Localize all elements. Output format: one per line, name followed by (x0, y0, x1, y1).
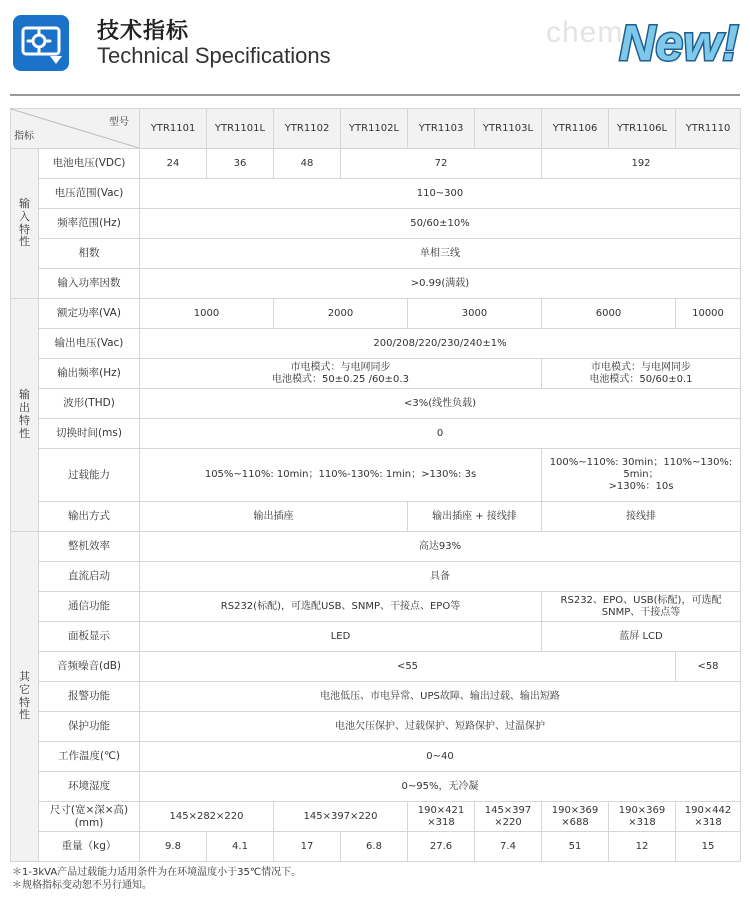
row-label: 音频噪音(dB) (39, 652, 140, 682)
table-cell: <55 (140, 652, 676, 682)
table-row (11, 742, 741, 772)
table-cell: 12 (609, 832, 676, 862)
row-label: 面板显示 (39, 622, 140, 652)
model-header: YTR1101L (207, 109, 274, 149)
footnote: ＊1-3kVA产品过载能力适用条件为在环境温度小于35℃情况下。 (12, 867, 302, 878)
table-row (11, 562, 741, 592)
table-row (11, 802, 741, 832)
table-row (11, 359, 741, 389)
row-label: 电池电压(VDC) (39, 149, 140, 179)
cell-line: 145×397 (484, 804, 532, 816)
model-header: YTR1103L (475, 109, 542, 149)
table-row (11, 329, 741, 359)
group-output-label: 输出特性 (19, 388, 30, 440)
table-cell: 1000 (140, 299, 274, 329)
row-label: 环境湿度 (39, 772, 140, 802)
cell-line: >130%：10s (608, 480, 674, 492)
table-cell: >0.99(满载) (140, 269, 741, 299)
table-cell: 145×397×220 (274, 802, 408, 832)
table-cell: 电池低压、市电异常、UPS故障、输出过载、输出短路 (140, 682, 741, 712)
table-cell: 15 (676, 832, 741, 862)
table-cell: 0~40 (140, 742, 741, 772)
table-cell: 27.6 (408, 832, 475, 862)
row-label: 通信功能 (39, 592, 140, 622)
cell-line: ×220 (494, 816, 522, 828)
table-row (11, 299, 741, 329)
model-header: YTR1110 (676, 109, 741, 149)
table-cell: 电池欠压保护、过载保护、短路保护、过温保护 (140, 712, 741, 742)
row-label-line: (mm) (74, 816, 104, 829)
table-cell (609, 802, 676, 832)
group-input-label: 输入特性 (19, 196, 30, 249)
table-row (11, 419, 741, 449)
table-cell: 24 (140, 149, 207, 179)
table-cell: 输出插座 + 接线排 (408, 502, 542, 532)
table-cell (676, 802, 741, 832)
table-cell: 50/60±10% (140, 209, 741, 239)
table-row (11, 449, 741, 502)
model-header: YTR1102L (341, 109, 408, 149)
table-cell: 具备 (140, 562, 741, 592)
table-cell: 蓝屏 LCD (542, 622, 741, 652)
cell-line: RS232、EPO、USB(标配)，可选配 (560, 594, 722, 606)
corner-model-label: 型号 (109, 117, 129, 128)
model-header: YTR1106 (542, 109, 609, 149)
table-header-row (11, 109, 741, 149)
table-row (11, 269, 741, 299)
group-other (11, 532, 39, 862)
new-badge (614, 8, 744, 74)
table-cell: 0 (140, 419, 741, 449)
cell-line: 市电模式：与电网同步 (290, 361, 391, 373)
table-cell (475, 802, 542, 832)
table-row (11, 832, 741, 862)
cell-line: ×318 (628, 816, 656, 828)
table-cell (542, 592, 741, 622)
table-cell: 2000 (274, 299, 408, 329)
corner-spec-label: 指标 (14, 131, 34, 143)
table-cell: 9.8 (140, 832, 207, 862)
table-cell: 7.4 (475, 832, 542, 862)
row-label: 过载能力 (39, 449, 140, 502)
row-label: 相数 (39, 239, 140, 269)
table-row (11, 712, 741, 742)
table-cell: 145×282×220 (140, 802, 274, 832)
row-label-line: 尺寸(宽×深×高) (49, 804, 129, 817)
table-row (11, 772, 741, 802)
table-row (11, 179, 741, 209)
table-cell: 4.1 (207, 832, 274, 862)
row-label: 保护功能 (39, 712, 140, 742)
table-cell: RS232(标配)，可选配USB、SNMP、干接点、EPO等 (140, 592, 542, 622)
table-cell: 0~95%，无冷凝 (140, 772, 741, 802)
row-label: 切换时间(ms) (39, 419, 140, 449)
table-row (11, 652, 741, 682)
table-row (11, 209, 741, 239)
table-cell (542, 449, 741, 502)
row-label (39, 802, 140, 832)
group-output (11, 299, 39, 532)
table-row (11, 239, 741, 269)
table-cell: 200/208/220/230/240±1% (140, 329, 741, 359)
table-cell: 10000 (676, 299, 741, 329)
group-input (11, 149, 39, 299)
row-label: 工作温度(℃) (39, 742, 140, 772)
model-header: YTR1102 (274, 109, 341, 149)
table-cell: <3%(线性负载) (140, 389, 741, 419)
model-header: YTR1101 (140, 109, 207, 149)
row-label: 波形(THD) (39, 389, 140, 419)
row-label: 电压范围(Vac) (39, 179, 140, 209)
table-cell: 17 (274, 832, 341, 862)
cell-line: 市电模式：与电网同步 (591, 361, 691, 373)
table-cell: 72 (341, 149, 542, 179)
cell-line: 190×421 (417, 804, 465, 816)
row-label: 输出频率(Hz) (39, 359, 140, 389)
cell-line: 190×369 (618, 804, 666, 816)
table-cell: 48 (274, 149, 341, 179)
table-cell: 51 (542, 832, 609, 862)
header (0, 0, 750, 105)
model-header: YTR1106L (609, 109, 676, 149)
cell-line: ×318 (694, 816, 722, 828)
table-row (11, 532, 741, 562)
table-cell (408, 802, 475, 832)
table-cell: 6000 (542, 299, 676, 329)
page-title-en: Technical Specifications (97, 43, 331, 68)
model-header: YTR1103 (408, 109, 475, 149)
table-cell (542, 802, 609, 832)
corner-cell (11, 109, 140, 149)
cell-line: ×688 (561, 816, 589, 828)
table-row (11, 592, 741, 622)
table-cell: 36 (207, 149, 274, 179)
table-cell: 6.8 (341, 832, 408, 862)
cell-line: ×318 (427, 816, 455, 828)
row-label: 重量（kg） (39, 832, 140, 862)
table-cell: 高达93% (140, 532, 741, 562)
row-label: 输出方式 (39, 502, 140, 532)
row-label: 频率范围(Hz) (39, 209, 140, 239)
row-label: 输出电压(Vac) (39, 329, 140, 359)
table-row (11, 622, 741, 652)
cell-line: 5min； (623, 469, 659, 481)
table-row (11, 149, 741, 179)
table-cell: 输出插座 (140, 502, 408, 532)
row-label: 整机效率 (39, 532, 140, 562)
row-label: 直流启动 (39, 562, 140, 592)
table-cell: 单相三线 (140, 239, 741, 269)
cell-line: 190×369 (551, 804, 599, 816)
page-title-cn: 技术指标 (97, 19, 190, 44)
table-cell (140, 359, 542, 389)
cell-line: 电池模式：50±0.25 /60±0.3 (272, 373, 409, 385)
table-cell (542, 359, 741, 389)
table-row (11, 389, 741, 419)
table-cell: <58 (676, 652, 741, 682)
group-other-label: 其它特性 (19, 669, 30, 722)
header-divider (10, 94, 740, 96)
row-label: 报警功能 (39, 682, 140, 712)
watermark-text: chem (546, 16, 624, 49)
new-badge-text: New! (619, 15, 739, 71)
table-cell: 105%~110%: 10min；110%-130%: 1min；>130%: 3s (140, 449, 542, 502)
cell-line: 电池模式：50/60±0.1 (589, 373, 693, 385)
cell-line: SNMP、干接点等 (601, 606, 681, 618)
footnote: ＊规格指标变动恕不另行通知。 (12, 879, 152, 891)
row-label: 额定功率(VA) (39, 299, 140, 329)
table-row (11, 502, 741, 532)
cell-line: 100%~110%: 30min；110%~130%: (549, 457, 733, 469)
gear-settings-icon (10, 12, 72, 74)
spec-table (10, 108, 741, 862)
table-cell: 接线排 (542, 502, 741, 532)
table-row (11, 682, 741, 712)
table-cell: 192 (542, 149, 741, 179)
table-cell: 110~300 (140, 179, 741, 209)
cell-line: 190×442 (684, 804, 732, 816)
row-label: 输入功率因数 (39, 269, 140, 299)
table-cell: LED (140, 622, 542, 652)
footnotes (12, 867, 301, 892)
table-cell: 3000 (408, 299, 542, 329)
